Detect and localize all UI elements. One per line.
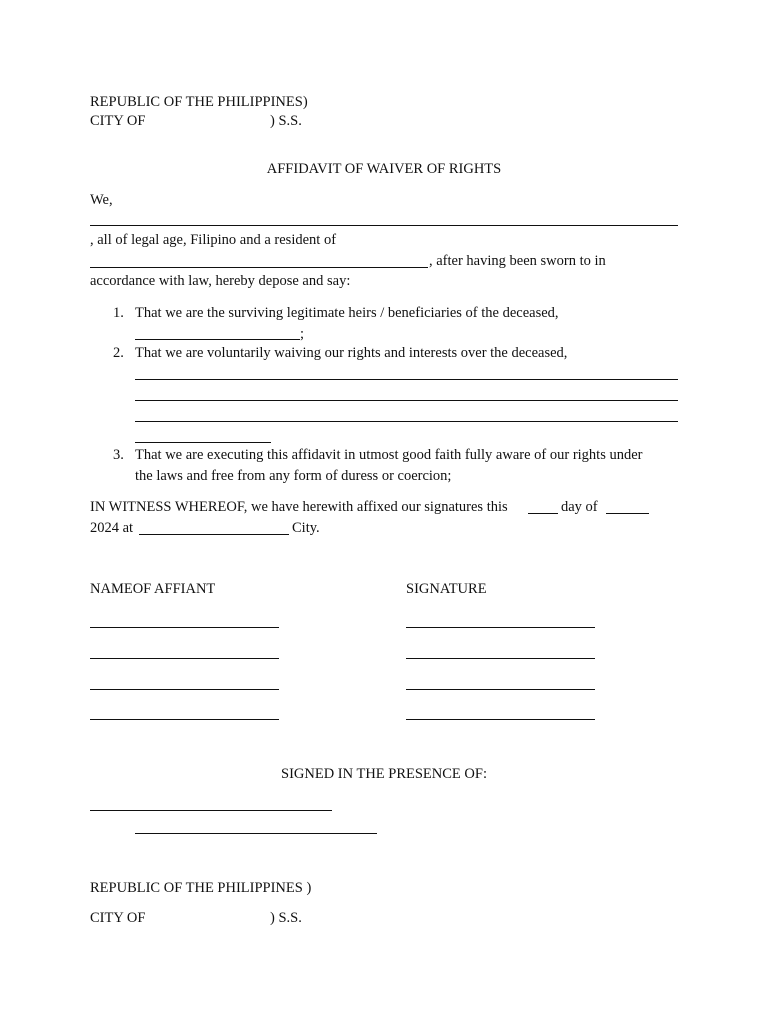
- property-blank-line-1: [135, 379, 678, 380]
- month-blank-line: [606, 513, 649, 514]
- affiant-signature-line-3: [406, 689, 595, 690]
- witness-text-a: IN WITNESS WHEREOF, we have herewith affixed our signatures this: [90, 499, 508, 515]
- residence-blank-line: [90, 267, 428, 268]
- signed-in-presence-heading: SIGNED IN THE PRESENCE OF:: [281, 766, 487, 782]
- header-city-label: CITY OF: [90, 113, 146, 129]
- affiant-signature-line-4: [406, 719, 595, 720]
- witness-city-text: City.: [292, 520, 320, 536]
- witness-signature-line-1: [90, 810, 332, 811]
- item-3-text-line-2: the laws and free from any form of duress or coercion;: [135, 468, 452, 484]
- witness-signature-line-2: [135, 833, 377, 834]
- affiant-signature-line-2: [406, 658, 595, 659]
- footer-city-label: CITY OF: [90, 910, 146, 926]
- item-2-number: 2.: [113, 345, 124, 361]
- deceased-name-blank-line: [135, 339, 300, 340]
- day-blank-line: [528, 513, 558, 514]
- names-blank-line: [90, 225, 678, 226]
- header-ss: ) S.S.: [270, 113, 302, 129]
- witness-text-b: day of: [561, 499, 598, 515]
- affiant-name-line-2: [90, 658, 279, 659]
- affiant-name-line-1: [90, 627, 279, 628]
- intro-legal-age: , all of legal age, Filipino and a resident of: [90, 232, 337, 248]
- header-republic: REPUBLIC OF THE PHILIPPINES): [90, 94, 308, 110]
- signature-heading: SIGNATURE: [406, 581, 487, 597]
- intro-depose: accordance with law, hereby depose and say:: [90, 273, 351, 289]
- property-blank-line-3: [135, 421, 678, 422]
- intro-sworn: , after having been sworn to in: [429, 253, 606, 269]
- witness-year-text: 2024 at: [90, 520, 134, 536]
- footer-republic: REPUBLIC OF THE PHILIPPINES ): [90, 880, 312, 896]
- footer-ss: ) S.S.: [270, 910, 302, 926]
- property-blank-line-4: [135, 442, 271, 443]
- affiant-name-line-4: [90, 719, 279, 720]
- affiant-name-line-3: [90, 689, 279, 690]
- item-2-text: That we are voluntarily waiving our rights and interests over the deceased,: [135, 345, 568, 361]
- affiant-signature-line-1: [406, 627, 595, 628]
- intro-we: We,: [90, 192, 113, 208]
- item-3-text-line-1: That we are executing this affidavit in utmost good faith fully aware of our rights under: [135, 447, 643, 463]
- item-3-number: 3.: [113, 447, 124, 463]
- document-title: AFFIDAVIT OF WAIVER OF RIGHTS: [266, 161, 502, 177]
- property-blank-line-2: [135, 400, 678, 401]
- city-blank-line: [139, 534, 289, 535]
- item-1-text: That we are the surviving legitimate heirs / beneficiaries of the deceased,: [135, 305, 559, 321]
- item-1-number: 1.: [113, 305, 124, 321]
- item-1-semicolon: ;: [300, 326, 305, 342]
- name-of-affiant-heading: NAMEOF AFFIANT: [90, 581, 216, 597]
